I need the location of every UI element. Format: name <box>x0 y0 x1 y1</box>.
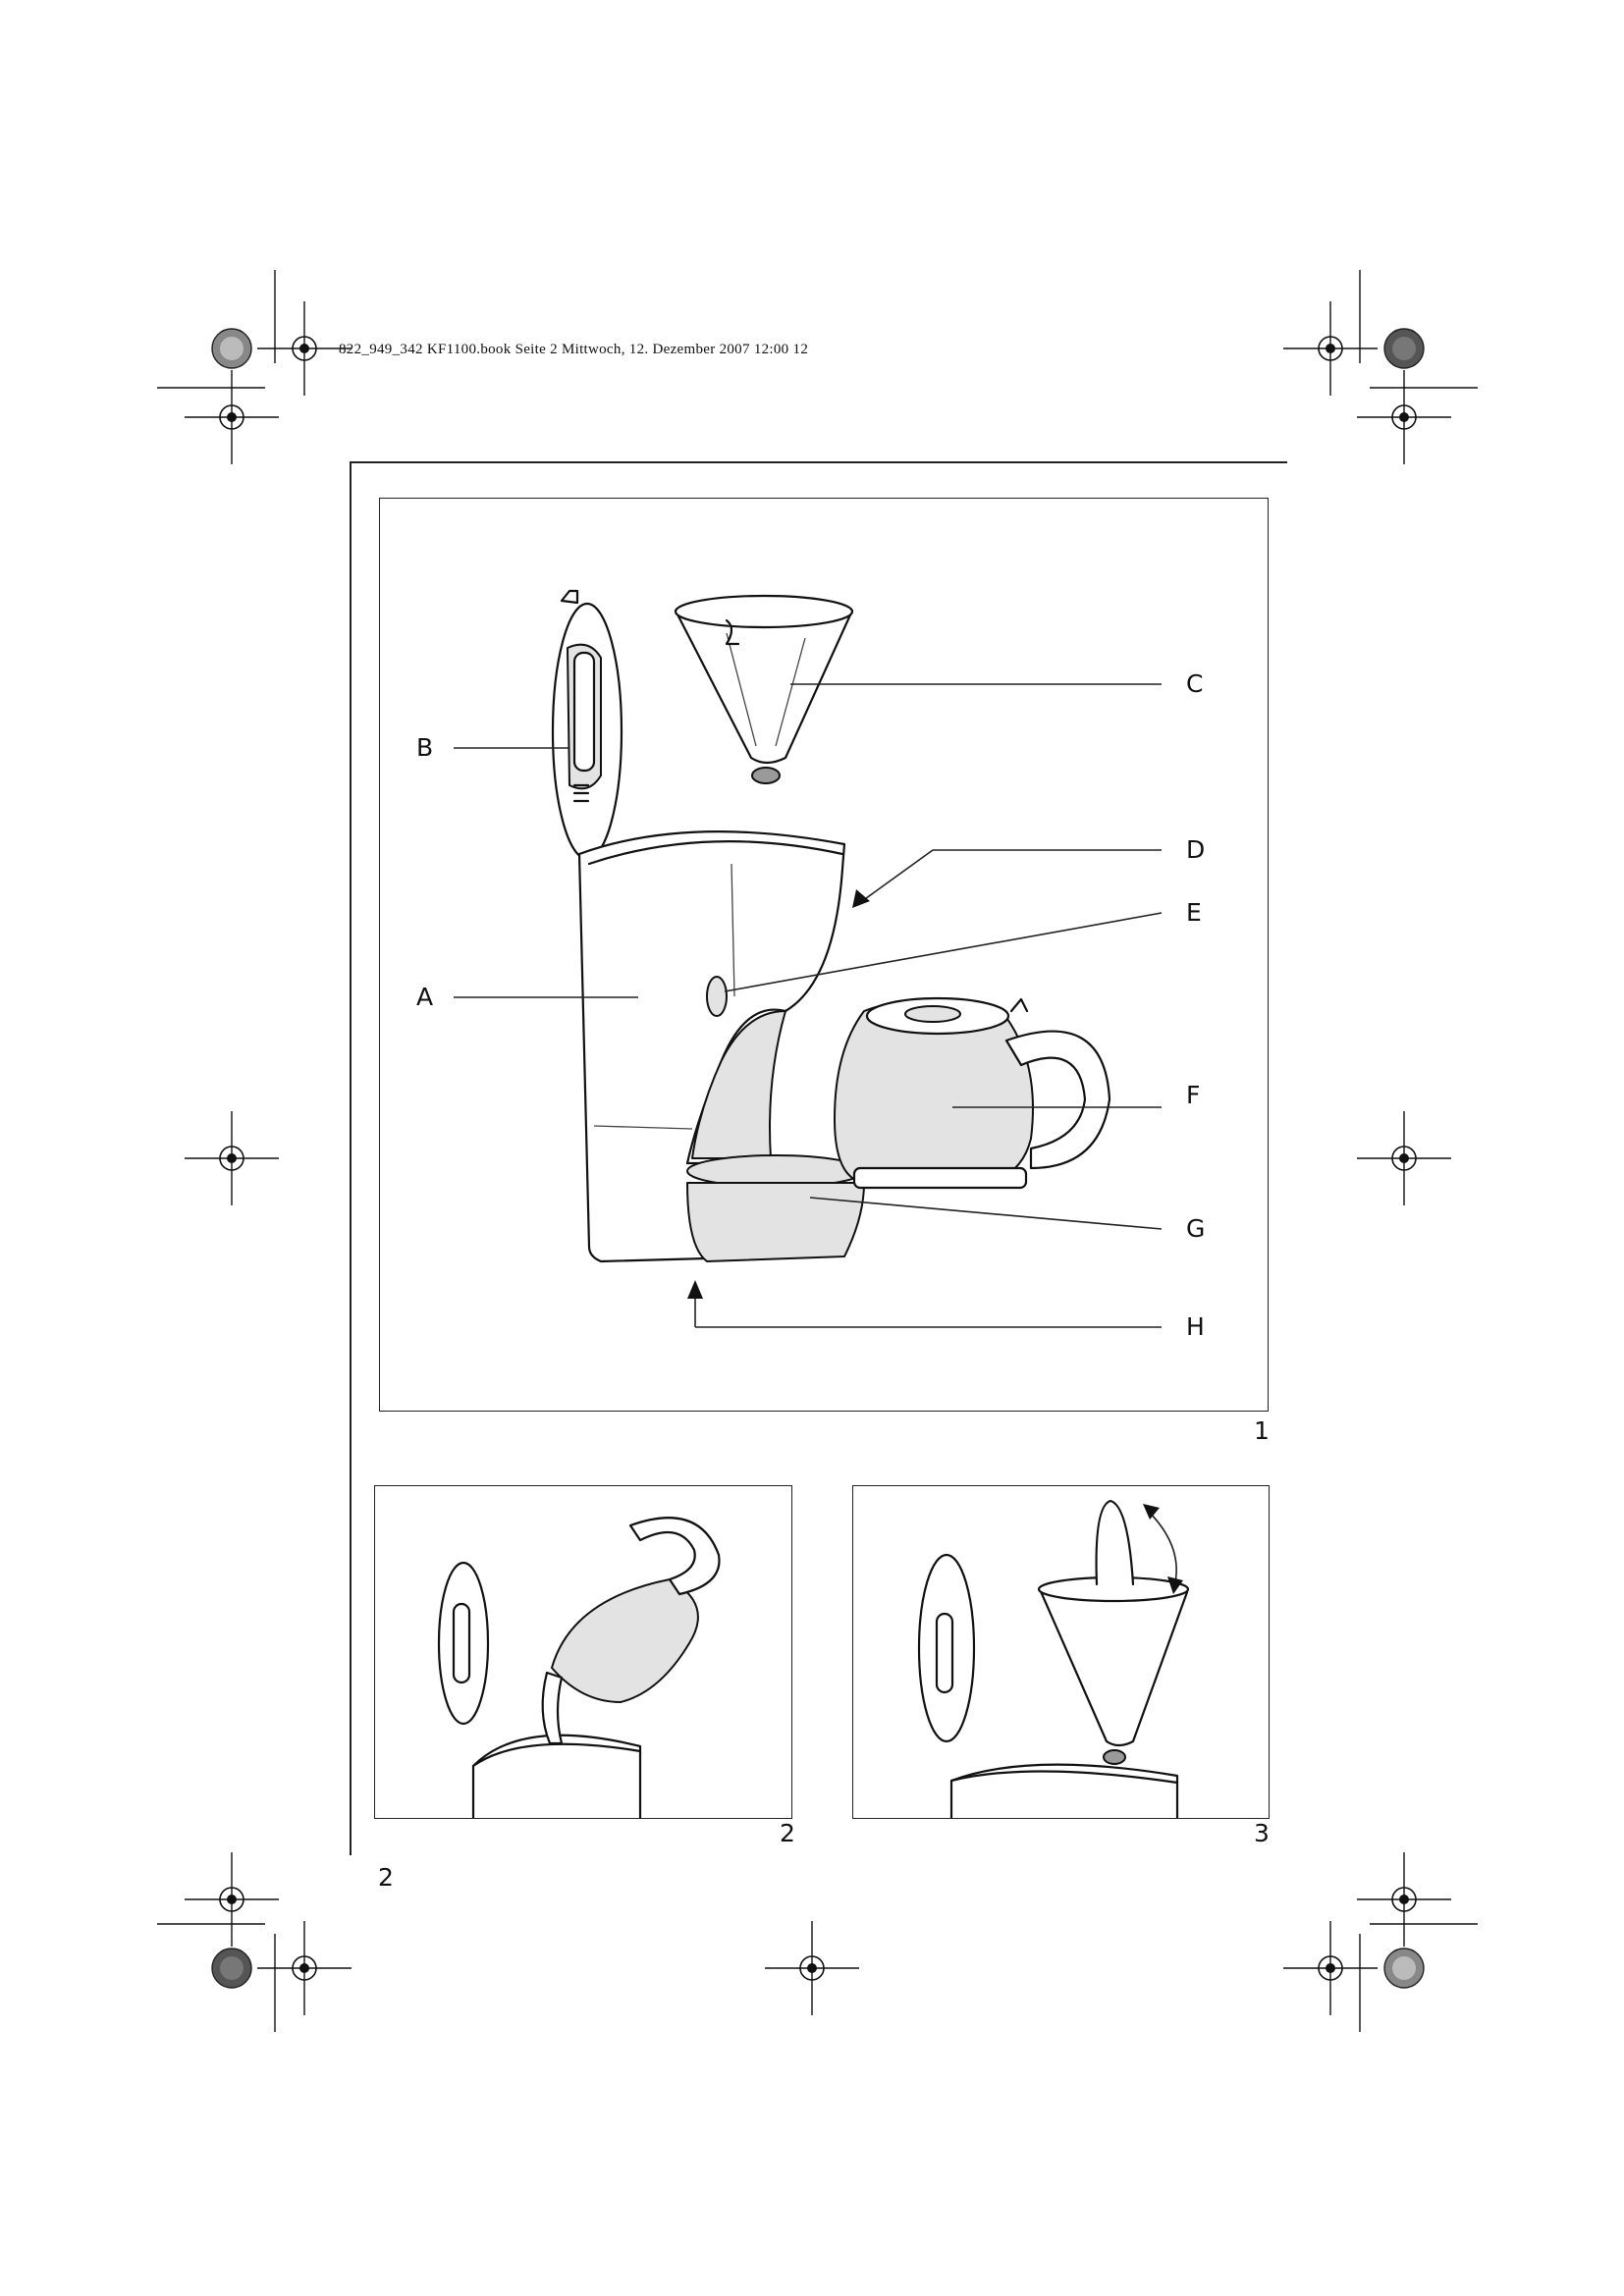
filter-swing-illustration <box>853 1486 1270 1819</box>
label-b: B <box>416 733 434 762</box>
figure-2-frame <box>374 1485 792 1819</box>
label-d: D <box>1186 835 1206 864</box>
label-h: H <box>1186 1312 1205 1341</box>
figure-1-number: 1 <box>1254 1416 1270 1445</box>
figure-3-number: 3 <box>1254 1819 1270 1847</box>
figure-3-frame <box>852 1485 1270 1819</box>
label-g: G <box>1186 1214 1206 1243</box>
label-a: A <box>416 983 434 1011</box>
label-c: C <box>1186 669 1204 698</box>
figure-2-number: 2 <box>780 1819 795 1847</box>
pour-water-illustration <box>375 1486 792 1819</box>
label-e: E <box>1186 898 1202 927</box>
label-f: F <box>1186 1081 1201 1109</box>
page-number: 2 <box>378 1863 394 1892</box>
print-info-header: 822_949_342 KF1100.book Seite 2 Mittwoch, 12. Dezember 2007 12:00 12 <box>339 342 809 357</box>
